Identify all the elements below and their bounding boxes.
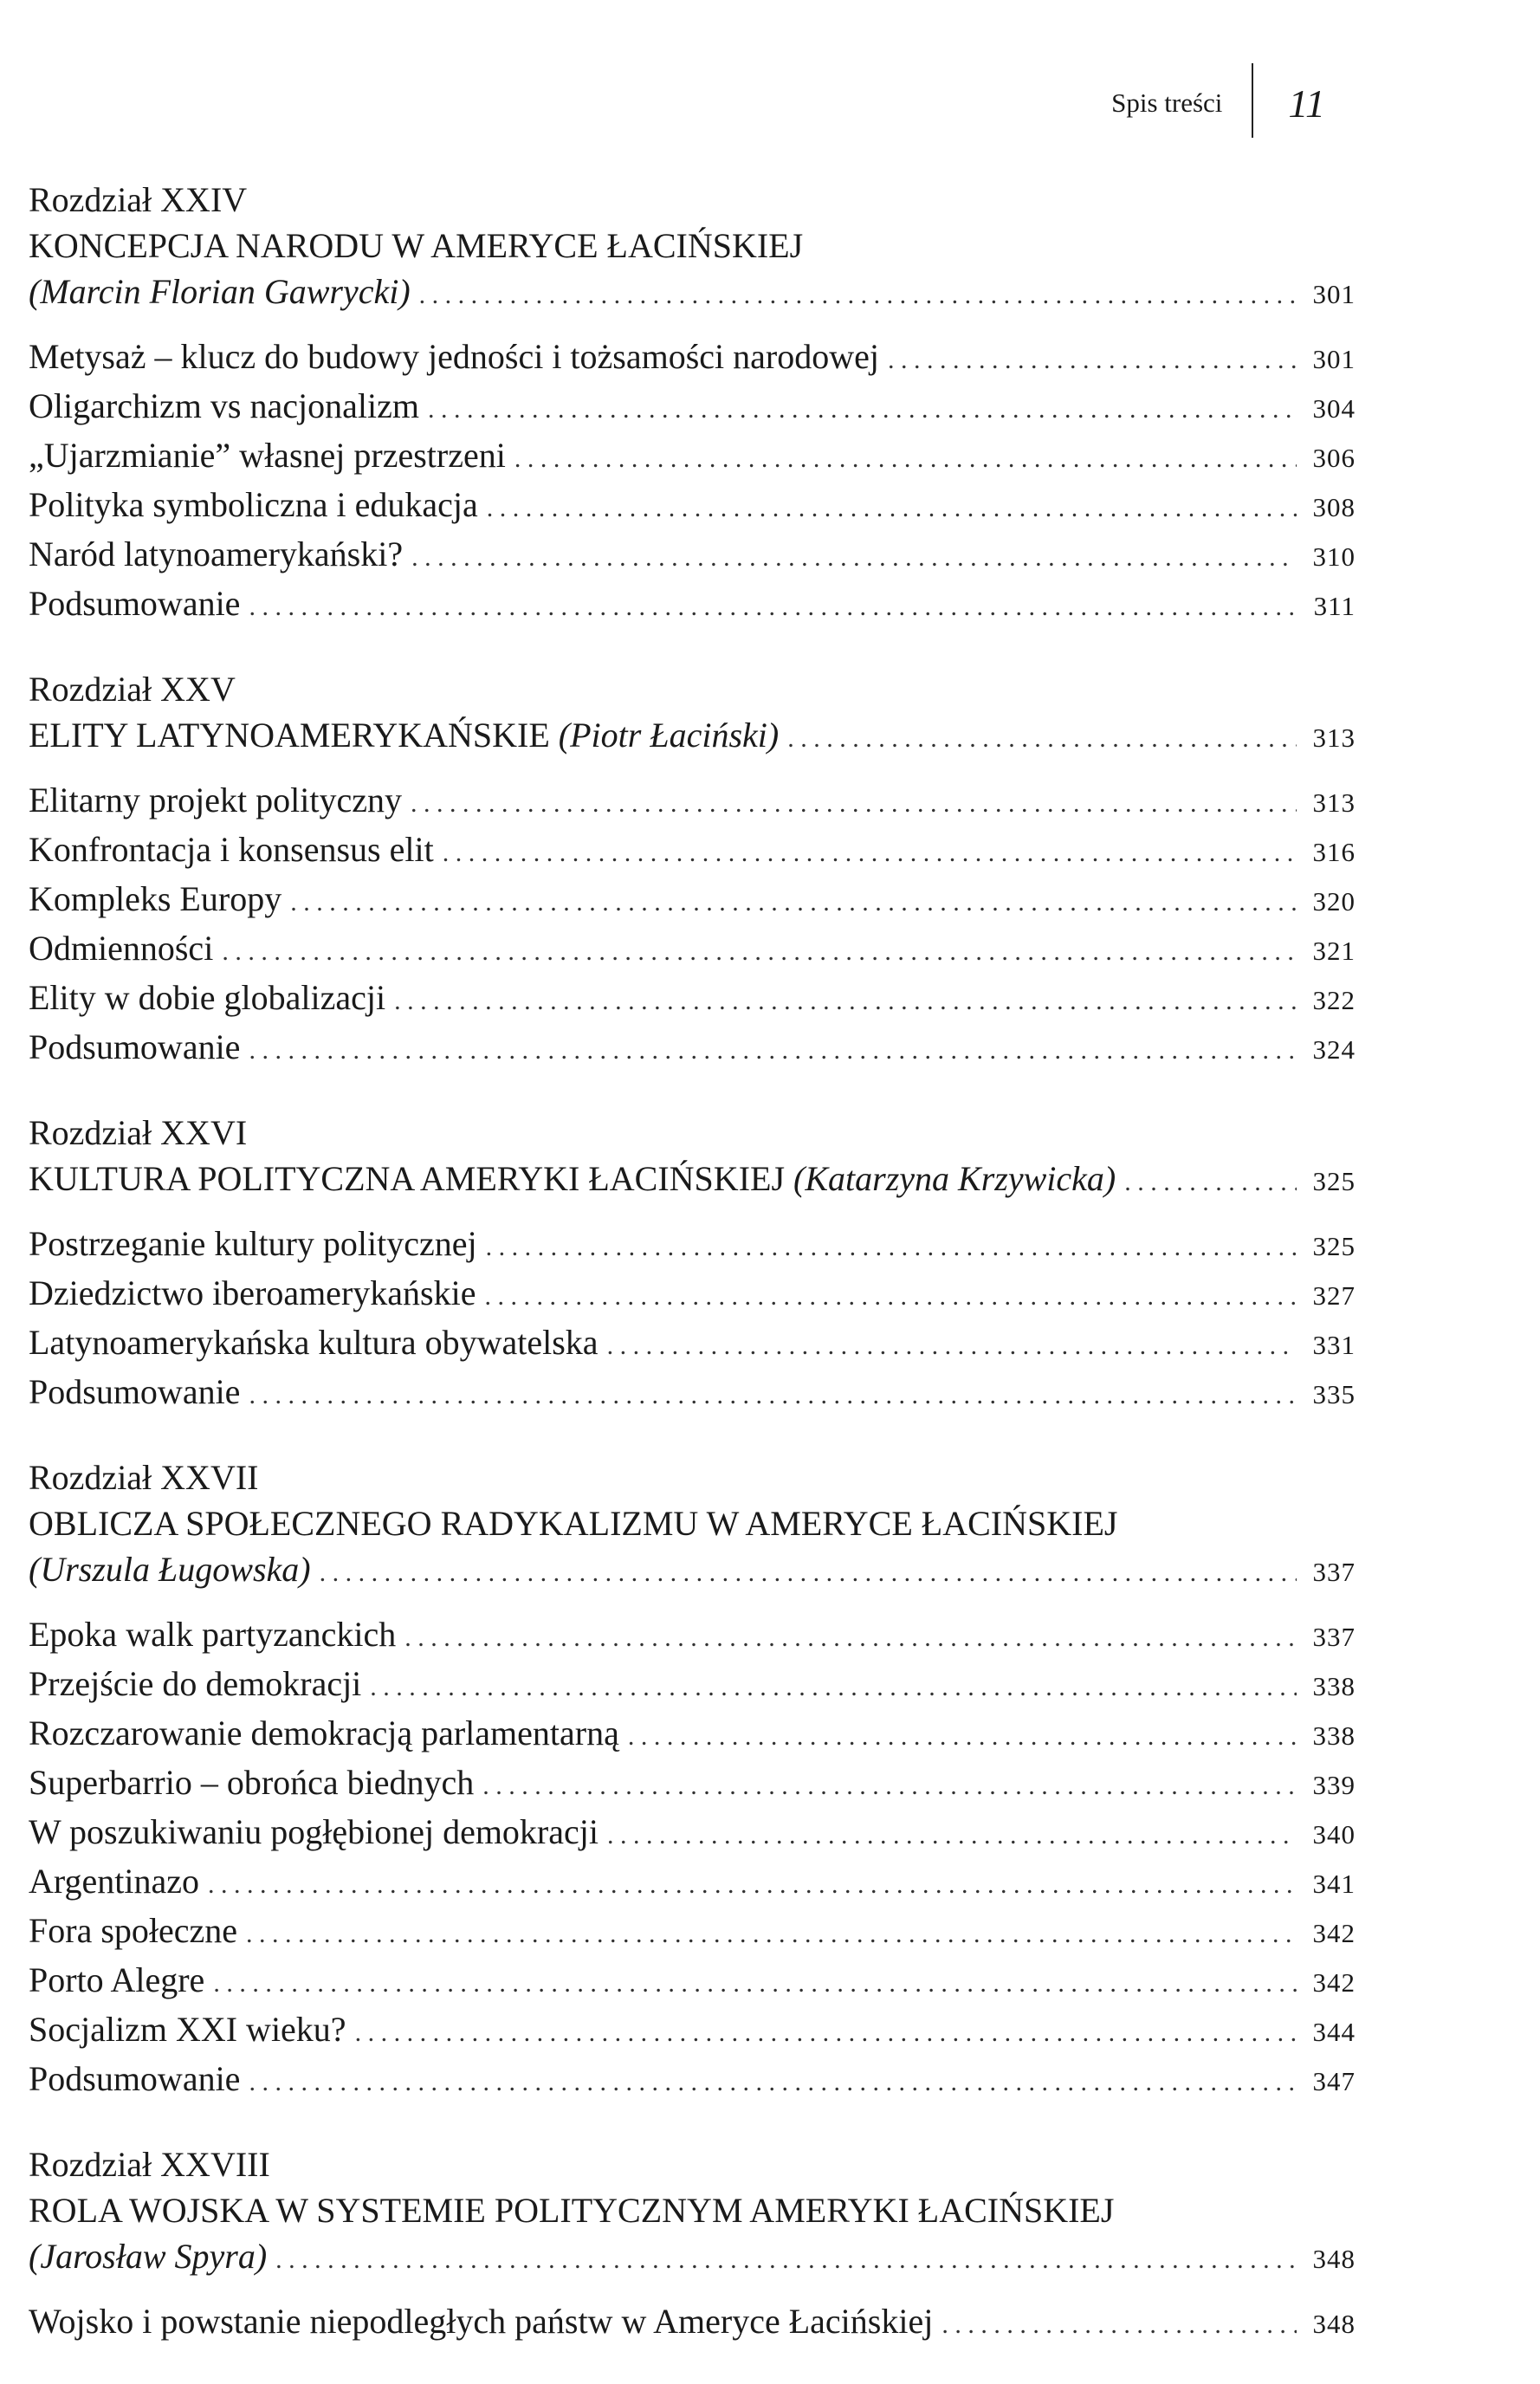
toc-entry[interactable] [29,1759,1356,1809]
section-list [29,2298,1356,2348]
page-ref: 311 [1313,591,1356,621]
entry-title: Podsumowanie [29,1372,241,1411]
entry-title: Wojsko i powstanie niepodległych państw w Ameryce Łacińskiej [29,2302,934,2341]
entry-title: Podsumowanie [29,1027,241,1066]
chapter-author: (Piotr Łaciński) [558,716,780,755]
chapter-xxvi [29,1110,1356,1418]
entry-title: Elity w dobie globalizacji [29,978,386,1017]
chapter-author: (Marcin Florian Gawrycki) [29,272,411,311]
toc-entry[interactable] [29,482,1356,531]
page-ref: 347 [1312,2066,1356,2096]
toc-entry[interactable] [29,1369,1356,1418]
page-ref: 320 [1312,886,1356,917]
chapter-label: Rozdział XXVII [29,1458,259,1497]
chapter-label: Rozdział XXVIII [29,2145,270,2184]
page-ref: 313 [1312,722,1356,753]
toc-entry[interactable] [29,1319,1356,1369]
chapter-label: Rozdział XXVI [29,1113,248,1152]
toc-entry[interactable] [29,334,1356,383]
entry-title: Argentinazo [29,1862,199,1901]
leader-dots [355,2010,1297,2056]
page-ref: 321 [1312,936,1356,966]
page-ref: 322 [1312,985,1356,1015]
toc-entry[interactable] [29,2298,1356,2348]
page-ref: 339 [1312,1770,1356,1800]
section-list [29,1611,1356,2105]
toc-entry[interactable] [29,1809,1356,1858]
toc-entry[interactable] [29,2006,1356,2056]
page-ref: 337 [1312,1622,1356,1652]
toc-entry[interactable] [29,1024,1356,1073]
page-ref: 344 [1312,2017,1356,2047]
toc-entry[interactable] [29,826,1356,876]
page-ref: 316 [1312,837,1356,867]
chapter-author: (Urszula Ługowska) [29,1550,311,1589]
toc-entry[interactable] [29,1661,1356,1710]
toc-entry[interactable] [29,383,1356,432]
toc-entry[interactable] [29,2056,1356,2105]
chapter-title: ELITY LATYNOAMERYKAŃSKIE [29,716,550,755]
leader-dots [888,337,1297,383]
page-ref: 310 [1312,541,1356,572]
page-ref: 306 [1312,443,1356,473]
entry-title: Epoka walk partyzanckich [29,1615,397,1654]
chapter-title: KONCEPCJA NARODU W AMERYCE ŁACIŃSKIEJ [29,226,804,265]
page-ref: 342 [1312,1918,1356,1948]
leader-dots [222,929,1297,975]
leader-dots [607,1323,1297,1369]
leader-dots [428,386,1297,432]
leader-dots [249,1372,1297,1418]
section-list [29,334,1356,630]
running-header [1111,73,1325,133]
page-ref: 335 [1312,1379,1356,1409]
header-divider [1252,63,1253,138]
page-ref: 337 [1312,1557,1356,1587]
toc-entry[interactable] [29,1221,1356,1270]
entry-title: Socjalizm XXI wieku? [29,2010,346,2049]
page-ref: 331 [1312,1330,1356,1360]
leader-dots [394,978,1297,1024]
entry-title: Podsumowanie [29,2059,241,2098]
chapter-title: KULTURA POLITYCZNA AMERYKI ŁACIŃSKIEJ [29,1159,786,1198]
entry-title: „Ujarzmianie” własnej przestrzeni [29,436,506,475]
chapter-label: Rozdział XXIV [29,180,248,219]
entry-title: Odmienności [29,929,214,968]
leader-dots [404,1615,1297,1661]
leader-dots [246,1911,1297,1957]
chapter-title-row[interactable] [29,1156,1356,1205]
page-ref: 325 [1312,1231,1356,1261]
page-ref: 348 [1312,2309,1356,2339]
leader-dots [249,2059,1297,2105]
entry-title: Fora społeczne [29,1911,238,1950]
leader-dots [941,2302,1297,2348]
toc-entry[interactable] [29,1858,1356,1908]
page-ref: 348 [1312,2244,1356,2274]
page-ref: 308 [1312,492,1356,522]
leader-dots [275,2237,1297,2283]
chapter-xxvii [29,1454,1356,2105]
entry-title: Metysaż – klucz do budowy jedności i tożsamości narodowej [29,337,879,376]
entry-title: Podsumowanie [29,584,241,623]
leader-dots [411,781,1297,826]
page-ref: 342 [1312,1967,1356,1998]
chapter-title-with-author [29,1156,1116,1202]
page-ref: 301 [1312,344,1356,374]
entry-title: Latynoamerykańska kultura obywatelska [29,1323,599,1362]
leader-dots [787,716,1297,761]
leader-dots [249,584,1297,630]
leader-dots [443,830,1297,876]
leader-dots [514,436,1297,482]
page-ref: 327 [1312,1280,1356,1311]
leader-dots [628,1714,1297,1759]
page-ref: 338 [1312,1671,1356,1701]
leader-dots [370,1664,1297,1710]
leader-dots [249,1027,1297,1073]
page-ref: 325 [1312,1166,1356,1196]
toc-entry[interactable] [29,925,1356,975]
toc-entry[interactable] [29,432,1356,482]
leader-dots [486,1224,1297,1270]
section-list [29,777,1356,1073]
leader-dots [290,879,1297,925]
chapter-author: (Jarosław Spyra) [29,2237,268,2276]
leader-dots [208,1862,1297,1908]
entry-title: Dziedzictwo iberoamerykańskie [29,1273,476,1312]
toc-entry[interactable] [29,580,1356,630]
toc-entry[interactable] [29,777,1356,826]
chapter-author-row[interactable] [29,2233,1356,2283]
entry-title: Porto Alegre [29,1960,205,1999]
entry-title: Oligarchizm vs nacjonalizm [29,386,419,425]
section-list [29,1221,1356,1418]
leader-dots [213,1960,1297,2006]
chapter-author-row[interactable] [29,1546,1356,1596]
leader-dots [607,1812,1297,1858]
table-of-contents [29,177,1356,2384]
chapter-xxviii [29,2141,1356,2348]
leader-dots [320,1550,1297,1596]
toc-entry[interactable] [29,1908,1356,1957]
entry-title: W poszukiwaniu pogłębionej demokracji [29,1812,599,1851]
entry-title: Konfrontacja i konsensus elit [29,830,434,869]
page-ref: 304 [1312,393,1356,424]
chapter-xxv [29,666,1356,1073]
page-ref: 340 [1312,1819,1356,1850]
chapter-author-row[interactable] [29,269,1356,318]
entry-title: Postrzeganie kultury politycznej [29,1224,477,1263]
page-ref: 301 [1312,279,1356,309]
leader-dots [411,534,1297,580]
entry-title: Kompleks Europy [29,879,282,918]
leader-dots [484,1273,1297,1319]
running-title: Spis treści [1111,87,1223,118]
toc-entry[interactable] [29,1611,1356,1661]
toc-entry[interactable] [29,975,1356,1024]
chapter-label: Rozdział XXV [29,670,236,709]
entry-title: Naród latynoamerykański? [29,534,404,573]
toc-entry[interactable] [29,1957,1356,2006]
chapter-title: OBLICZA SPOŁECZNEGO RADYKALIZMU W AMERYCE ŁACIŃSKIEJ [29,1504,1118,1543]
leader-dots [1124,1159,1297,1205]
chapter-title-with-author [29,712,779,758]
page-ref: 324 [1312,1034,1356,1065]
chapter-title-row[interactable] [29,712,1356,761]
page-number: 11 [1288,81,1325,126]
toc-entry[interactable] [29,531,1356,580]
leader-dots [487,485,1297,531]
toc-entry[interactable] [29,1710,1356,1759]
toc-entry[interactable] [29,876,1356,925]
entry-title: Polityka symboliczna i edukacja [29,485,478,524]
entry-title: Superbarrio – obrońca biednych [29,1763,475,1802]
toc-entry[interactable] [29,1270,1356,1319]
entry-title: Elitarny projekt polityczny [29,781,402,820]
leader-dots [482,1763,1297,1809]
page-ref: 313 [1312,787,1356,818]
entry-title: Przejście do demokracji [29,1664,362,1703]
entry-title: Rozczarowanie demokracją parlamentarną [29,1714,619,1752]
leader-dots [419,272,1297,318]
page-ref: 341 [1312,1869,1356,1899]
chapter-xxiv [29,177,1356,630]
chapter-title: ROLA WOJSKA W SYSTEMIE POLITYCZNYM AMERYKI ŁACIŃSKIEJ [29,2191,1115,2230]
chapter-author: (Katarzyna Krzywicka) [793,1159,1116,1198]
page-ref: 338 [1312,1720,1356,1751]
